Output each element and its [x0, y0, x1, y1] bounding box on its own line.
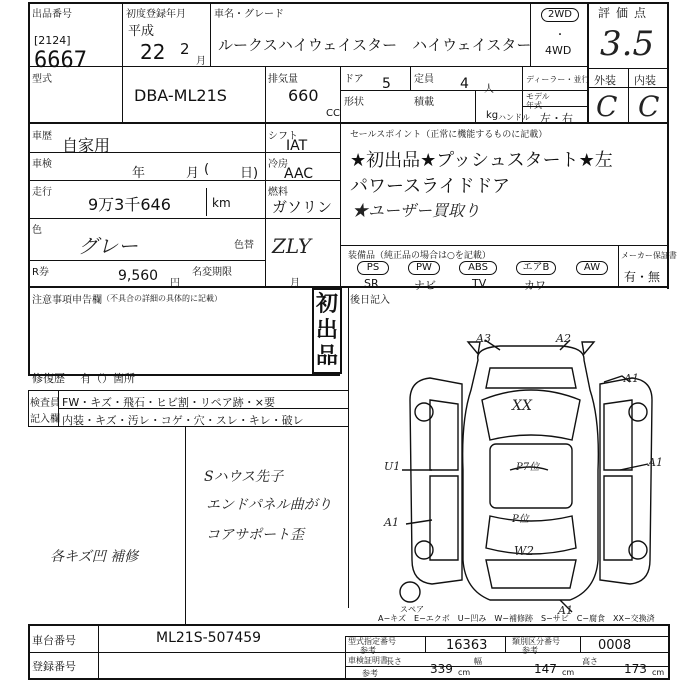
exterior-grade: C	[596, 90, 618, 123]
recycle-unit: 円	[170, 278, 180, 289]
lot-bracket: [2124]	[34, 34, 71, 47]
shift: IAT	[286, 138, 308, 154]
kg-unit: kg	[486, 110, 499, 121]
score-label: 評価点	[598, 6, 653, 20]
score: 3.5	[600, 24, 655, 64]
usage: 自家用	[62, 136, 111, 155]
mark-a3: A3	[476, 332, 491, 345]
handle-label: ハンドル	[498, 113, 530, 122]
fuel-label: 燃料	[268, 187, 288, 198]
height-label: 高さ	[582, 657, 598, 666]
note-4: 各キズ凹 補修	[50, 549, 139, 565]
fuel: ガソリン	[272, 198, 333, 216]
note-1: Sハウス先子	[204, 469, 284, 485]
after-section-label: 後日記入	[350, 295, 390, 306]
sales-point-line-3: ★ユーザー買取り	[352, 201, 481, 220]
inspector-row-1: FW・キズ・飛石・ヒビ割・リペア跡・×要	[62, 396, 275, 409]
inspection-day-open: (	[204, 162, 210, 177]
size-ref: 参考	[362, 669, 378, 678]
inspector-row-2: 内装・キズ・汚レ・コゲ・穴・スレ・キレ・破レ	[62, 414, 304, 427]
equipment-sr: SR	[364, 277, 379, 290]
mark-a1-left: A1	[384, 516, 399, 529]
first-registration-label: 初度登録年月	[126, 9, 186, 20]
usage-label: 車歴	[32, 131, 52, 142]
warranty-label: メーカー保証書	[621, 251, 677, 260]
mark-w2: W2	[514, 544, 534, 558]
height-unit: cm	[652, 668, 665, 677]
type-designation: 16363	[446, 638, 488, 653]
type-designation-ref: 参考	[360, 646, 376, 655]
first-listing-text: 初出品	[315, 292, 338, 369]
era: 平成	[128, 24, 155, 39]
width-label: 幅	[474, 657, 482, 666]
sales-points-label: セールスポイント（正常に機能するものに記載）	[350, 130, 548, 140]
car-name-label: 車名・グレード	[214, 9, 284, 20]
damage-legend: A−キズ E−エクボ U−凹み W−補修跡 S−サビ C−腐食 XX−交換済	[378, 614, 655, 623]
mark-roof: P7位	[516, 462, 540, 473]
mark-a1-corner: A1	[624, 372, 639, 385]
repair-value: 有（）箇所	[80, 372, 135, 385]
width-unit: cm	[562, 668, 575, 677]
lot-number: 6667	[34, 48, 87, 73]
chassis-label: 車台番号	[32, 634, 76, 647]
sales-point-line-1: ★初出品★プッシュスタート★左	[350, 150, 613, 171]
shape-label: 形状	[344, 97, 364, 108]
doors-label: ドア	[344, 74, 364, 85]
drive-separator: ・	[555, 30, 565, 41]
category-label: 類別区分番号	[512, 637, 560, 646]
repair-label: 修復歴	[32, 372, 65, 385]
inspection-label: 車検	[32, 159, 52, 170]
handle: 左・右	[540, 112, 573, 125]
mark-a1-right: A1	[648, 456, 663, 469]
equipment-airbag: エアB	[516, 261, 556, 275]
sales-point-line-2: パワースライドドア	[350, 176, 511, 197]
inspection-month-unit: 月	[186, 166, 200, 181]
mileage: 9万3千646	[88, 195, 171, 214]
category-ref: 参考	[522, 646, 538, 655]
type-designation-label: 型式指定番号	[348, 637, 396, 646]
capacity: 4	[460, 76, 469, 92]
load-label: 積載	[414, 97, 434, 108]
shift-label: シフト	[268, 131, 298, 142]
length-label: 長さ	[386, 657, 402, 666]
category: 0008	[598, 638, 632, 653]
registration-month: 2	[180, 40, 190, 58]
equipment-abs: ABS	[459, 261, 497, 275]
equipment-tv: TV	[472, 277, 487, 290]
doors: 5	[382, 76, 391, 92]
equipment-pw: PW	[408, 261, 440, 275]
lot-number-label: 出品番号	[32, 9, 72, 20]
equipment-ps: PS	[357, 261, 389, 275]
inspection-year-unit: 年	[132, 166, 146, 181]
mark-a1-bottom: A1	[558, 604, 573, 617]
person-unit: 人	[484, 84, 494, 95]
mark-a2: A2	[556, 332, 571, 345]
model: DBA-ML21S	[134, 86, 227, 105]
drive-4wd: 4WD	[545, 44, 572, 57]
color-code: ZLY	[272, 234, 312, 258]
model-year-label: モデル年式	[526, 92, 550, 110]
equipment-leather: カワ	[524, 279, 546, 292]
mark-xx: XX	[512, 398, 532, 414]
name-change-label: 名変期限	[192, 267, 232, 278]
note-2: エンドパネル曲がり	[206, 497, 332, 513]
note-3: コアサポート歪	[206, 527, 304, 543]
height: 173	[624, 662, 647, 676]
displacement-label: 排気量	[268, 74, 298, 85]
dealer-label: ディーラー・並行	[526, 75, 590, 84]
attention-note: （不具合の詳細の具体的に記載）	[102, 294, 222, 303]
equipment-navi: ナビ	[414, 279, 436, 292]
color: グレー	[78, 234, 138, 258]
equipment-aw: AW	[576, 261, 608, 275]
length: 339	[430, 662, 453, 676]
cc-unit: CC	[326, 108, 340, 119]
month-unit: 月	[196, 56, 206, 67]
spare-label: スペア	[400, 605, 424, 614]
capacity-label: 定員	[414, 74, 434, 85]
exterior-label: 外装	[594, 74, 616, 87]
aircon-label: 冷房	[268, 159, 288, 170]
registration-label: 登録番号	[32, 660, 76, 673]
displacement: 660	[288, 86, 319, 105]
recycle-label: R券	[32, 267, 49, 278]
equipment-label: 装備品（純正品の場合は○を記載）	[348, 251, 491, 261]
drive-2wd: 2WD	[541, 8, 579, 22]
size-label: 車検証明書	[348, 656, 388, 665]
chassis-number: ML21S-507459	[156, 630, 262, 646]
interior-grade: C	[638, 90, 660, 123]
mileage-label: 走行	[32, 187, 52, 198]
warranty: 有・無	[624, 270, 661, 284]
color-code-label: 色替	[234, 240, 254, 251]
attention-label: 注意事項申告欄	[32, 295, 102, 306]
name-change-month: 月	[290, 278, 300, 289]
inspection-day-unit: 日)	[240, 166, 259, 181]
mark-u1: U1	[384, 460, 401, 473]
inspector-label-1: 検査員	[30, 398, 60, 409]
mark-mid: P位	[512, 514, 529, 525]
inspector-label-2: 記入欄	[30, 414, 60, 425]
length-unit: cm	[458, 668, 471, 677]
color-label: 色	[32, 225, 42, 236]
width: 147	[534, 662, 557, 676]
model-label: 型式	[32, 74, 52, 85]
interior-label: 内装	[634, 74, 656, 87]
car-name: ルークスハイウェイスター ハイウェイスター	[218, 36, 532, 54]
mileage-unit: km	[212, 196, 231, 210]
aircon: AAC	[284, 166, 314, 182]
registration-year: 22	[140, 40, 166, 64]
recycle-fee: 9,560	[118, 268, 159, 284]
